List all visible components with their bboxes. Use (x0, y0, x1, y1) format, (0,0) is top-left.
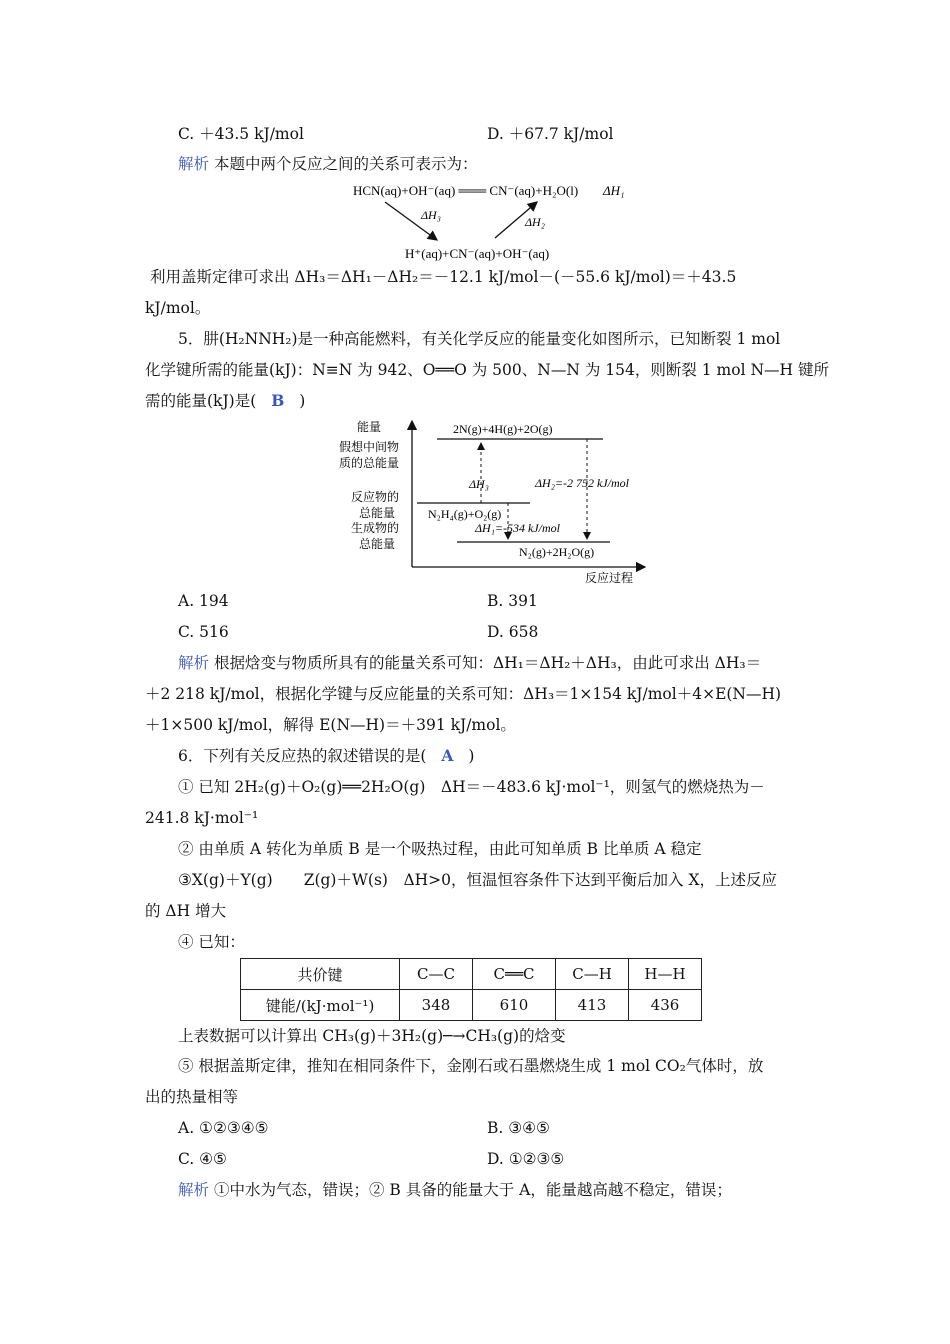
table-cell: 436 (629, 990, 702, 1021)
q4-analysis-text: 本题中两个反应之间的关系可表示为： (213, 155, 478, 173)
table-row (241, 990, 702, 1021)
q6-statement-1b: 241.8 kJ·mol⁻¹ (145, 809, 259, 827)
q5-stem-post: ) (299, 392, 306, 410)
table-header-cell: C══C (473, 959, 556, 990)
cycle-top-reaction: HCN(aq)+OH⁻(aq) ═══ CN⁻(aq)+H₂O(l) (353, 183, 579, 198)
q4-option-d: D. ＋67.7 kJ/mol (487, 125, 614, 143)
table-cell: 348 (400, 990, 473, 1021)
q4-analysis-line3: kJ/mol。 (145, 299, 211, 317)
cycle-bottom-state: H⁺(aq)+CN⁻(aq)+OH⁻(aq) (405, 246, 550, 261)
level-products-label: N₂(g)+2H₂O(g) (519, 545, 595, 559)
table-header-cell: C—H (556, 959, 629, 990)
q5-answer: B (271, 391, 285, 410)
label-react-1: 反应物的 (351, 490, 400, 504)
dh2-label: ΔH₂=-2 752 kJ/mol (535, 476, 629, 490)
q5-option-d: D. 658 (487, 623, 539, 641)
label-react-2: 总能量 (359, 506, 396, 520)
q5-option-c: C. 516 (178, 623, 229, 641)
table-cell: 610 (473, 990, 556, 1021)
q5-stem-line2: 化学键所需的能量(kJ)：N≡N 为 942、O══O 为 500、N—N 为 154，则断裂 1 mol N—H 键所 (145, 361, 829, 379)
hess-cycle-diagram (345, 178, 645, 264)
analysis-tag: 解析 (178, 155, 210, 173)
level-reactants-label: N₂H₄(g)+O₂(g) (428, 507, 502, 521)
label-mid-1: 假想中间物 (339, 440, 400, 454)
q6-option-c: C. ④⑤ (178, 1150, 227, 1168)
q6-stem (178, 745, 474, 767)
table-header-cell: H—H (629, 959, 702, 990)
q6-statement-1a: ① 已知 2H₂(g)＋O₂(g)══2H₂O(g) ΔH＝－483.6 kJ·mol⁻¹，则氢气的燃烧热为－ (178, 778, 765, 796)
q4-analysis-line (178, 153, 477, 175)
cycle-dh3-label: ΔH₃ (421, 208, 441, 222)
table-row (241, 959, 702, 990)
q5-stem-pre: 需的能量(kJ)是( (145, 392, 257, 410)
q6-statement-5a: ⑤ 根据盖斯定律，推知在相同条件下，金刚石或石墨燃烧生成 1 mol CO₂气体时，放 (178, 1057, 764, 1075)
q6-option-b: B. ③④⑤ (487, 1119, 550, 1137)
q6-statement-4: ④ 已知： (178, 933, 245, 951)
q6-analysis-text: ①中水为气态，错误；② B 具备的能量大于 A，能量越高越不稳定，错误； (213, 1181, 732, 1199)
dh1-label: ΔH₁=-534 kJ/mol (475, 521, 560, 535)
q5-stem-line3 (145, 390, 305, 412)
label-mid-2: 质的总能量 (339, 456, 400, 470)
table-cell: 键能/(kJ·mol⁻¹) (241, 990, 400, 1021)
q4-analysis-line2: 利用盖斯定律可求出 ΔH₃＝ΔH₁－ΔH₂＝－12.1 kJ/mol－(－55.6 kJ/mol)＝＋43.5 (150, 268, 737, 286)
level-top-label: 2N(g)+4H(g)+2O(g) (453, 422, 553, 436)
q6-statement-2: ② 由单质 A 转化为单质 B 是一个吸热过程，由此可知单质 B 比单质 A 稳定 (178, 840, 702, 858)
q6-analysis-line (178, 1179, 732, 1201)
analysis-tag: 解析 (178, 1181, 210, 1199)
table-header-cell: 共价键 (241, 959, 400, 990)
q5-analysis-text: 根据焓变与物质所具有的能量关系可知：ΔH₁＝ΔH₂＋ΔH₃，由此可求出 ΔH₃＝ (213, 654, 762, 672)
cycle-dh1-label: ΔH₁ (603, 183, 625, 198)
q5-analysis-line3: ＋1×500 kJ/mol，解得 E(N—H)＝＋391 kJ/mol。 (145, 716, 516, 734)
table-cell: 413 (556, 990, 629, 1021)
label-prod-2: 总能量 (359, 537, 396, 551)
q5-analysis-line1 (178, 652, 761, 674)
q6-answer: A (441, 746, 454, 765)
q5-stem-line1: 5．肼(H₂NNH₂)是一种高能燃料，有关化学反应的能量变化如图所示，已知断裂 1 mol (178, 330, 781, 348)
energy-diagram (325, 415, 655, 587)
q5-analysis-line2: ＋2 218 kJ/mol，根据化学键与反应能量的关系可知：ΔH₃＝1×154 kJ/mol＋4×E(N—H) (145, 685, 782, 703)
q6-option-d: D. ①②③⑤ (487, 1150, 565, 1168)
cycle-dh2-label: ΔH₂ (525, 215, 545, 229)
q6-after-table: 上表数据可以计算出 CH₃(g)＋3H₂(g)─→CH₃(g)的焓变 (178, 1027, 566, 1045)
bond-energy-table (240, 958, 702, 1021)
q6-stem-post: ) (468, 747, 475, 765)
dh3-label: ΔH₃ (469, 477, 489, 491)
q6-stem-pre: 6．下列有关反应热的叙述错误的是( (178, 747, 427, 765)
q6-statement-3b: 的 ΔH 增大 (145, 902, 227, 920)
q5-option-b: B. 391 (487, 592, 538, 610)
q5-option-a: A. 194 (178, 592, 229, 610)
y-axis-label: 能量 (357, 420, 382, 434)
q4-option-c: C. ＋43.5 kJ/mol (178, 125, 304, 143)
q6-statement-5b: 出的热量相等 (145, 1088, 239, 1106)
q6-statement-3a: ③X(g)＋Y(g) Z(g)＋W(s) ΔH>0，恒温恒容条件下达到平衡后加入 X，上述反应 (178, 871, 777, 889)
label-prod-1: 生成物的 (351, 521, 400, 535)
analysis-tag: 解析 (178, 654, 210, 672)
x-axis-label: 反应过程 (585, 571, 634, 585)
table-header-cell: C—C (400, 959, 473, 990)
q6-option-a: A. ①②③④⑤ (178, 1119, 269, 1137)
